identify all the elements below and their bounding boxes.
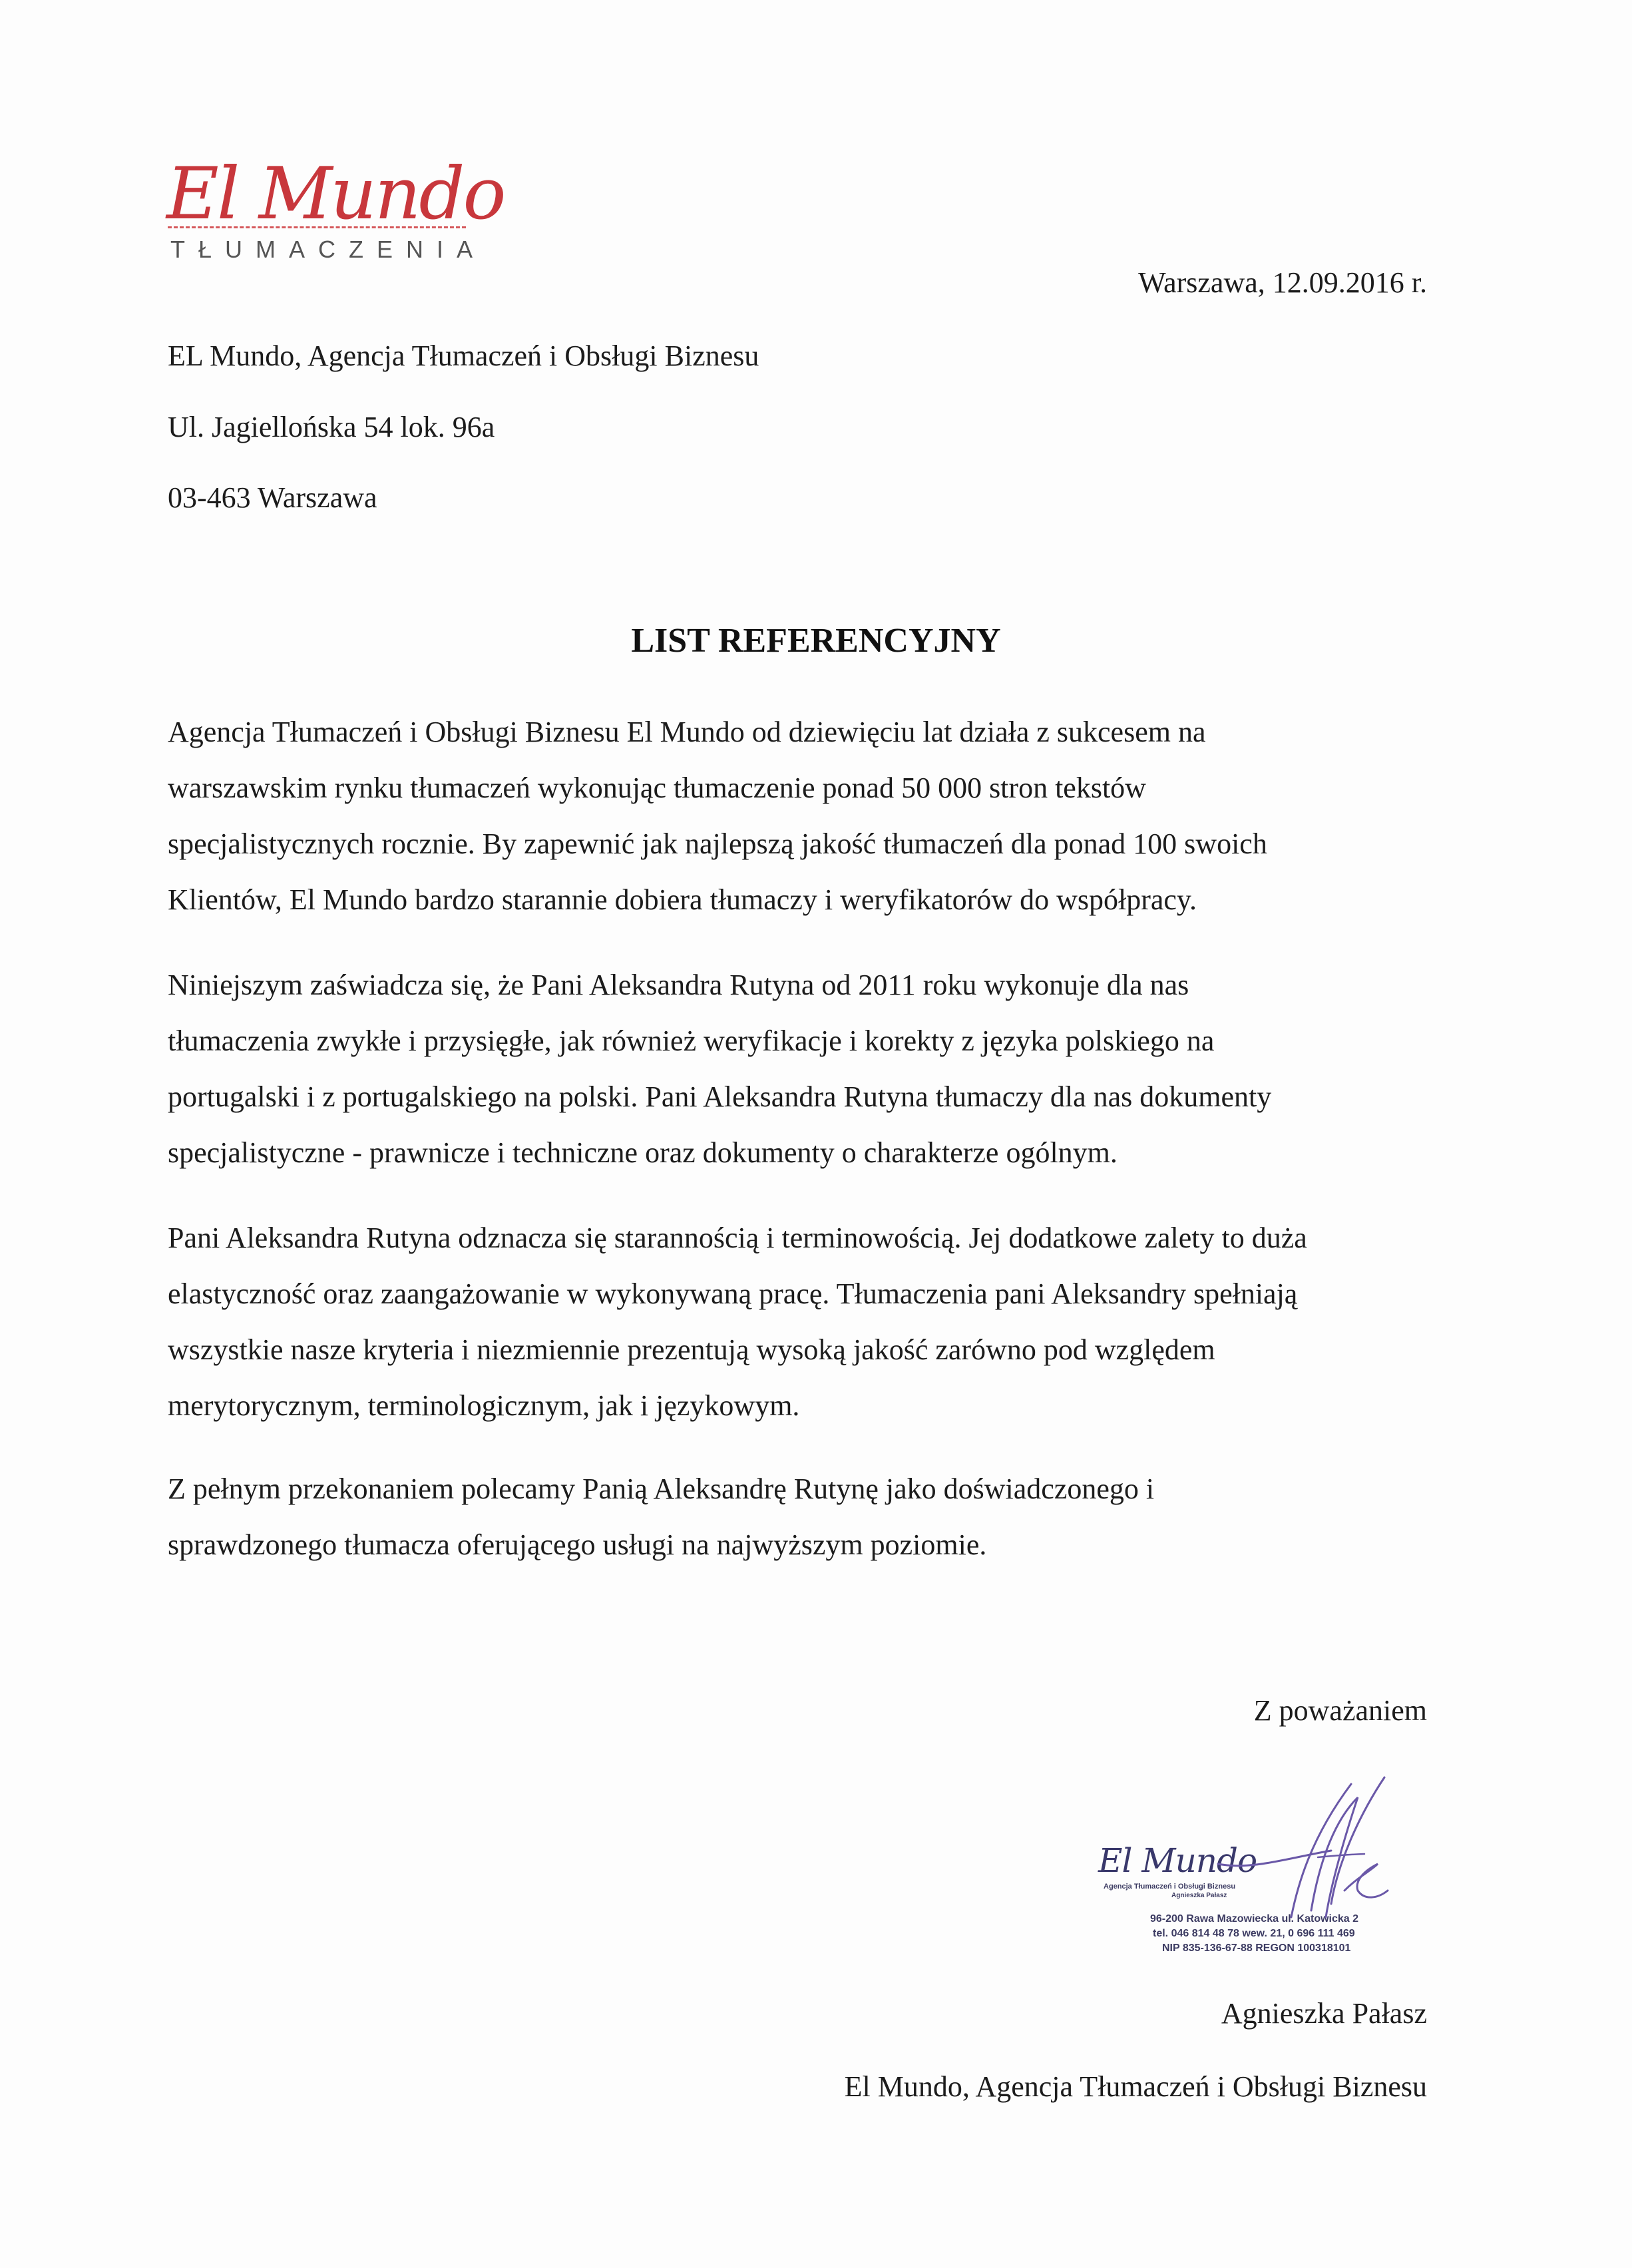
closing-salutation: Z poważaniem xyxy=(1253,1694,1427,1727)
logo-subtitle: TŁUMACZENIA xyxy=(170,236,487,263)
paragraph-line: warszawskim rynku tłumaczeń wykonując tłumaczenie ponad 50 000 stron tekstów xyxy=(168,772,1146,804)
logo-name: El Mundo xyxy=(166,152,505,236)
paragraph-line: merytorycznym, terminologicznym, jak i językowym. xyxy=(168,1389,800,1422)
handwritten-signature xyxy=(1092,1757,1464,1970)
paragraph-line: specjalistyczne - prawnicze i techniczne oraz dokumenty o charakterze ogólnym. xyxy=(168,1136,1118,1169)
paragraph-line: specjalistycznych rocznie. By zapewnić jak najlepszą jakość tłumaczeń dla ponad 100 swoich xyxy=(168,827,1267,860)
paragraph-line: Agencja Tłumaczeń i Obsługi Biznesu El Mundo od dziewięciu lat działa z sukcesem na xyxy=(168,716,1206,748)
paragraph xyxy=(168,1210,1432,1434)
address-street: Ul. Jagiellońska 54 lok. 96a xyxy=(168,411,495,443)
stamp-ids: NIP 835-136-67-88 REGON 100318101 xyxy=(1162,1942,1351,1954)
company-logo xyxy=(165,152,505,268)
signer-name: Agnieszka Pałasz xyxy=(1221,1997,1427,2030)
paragraph-line: wszystkie nasze kryteria i niezmiennie prezentują wysoką jakość zarówno pod względem xyxy=(168,1333,1215,1366)
address-company: EL Mundo, Agencja Tłumaczeń i Obsługi Biznesu xyxy=(168,340,759,372)
paragraph xyxy=(168,1461,1432,1573)
paragraph xyxy=(168,704,1432,928)
paragraph-line: sprawdzonego tłumacza oferującego usługi na najwyższym poziomie. xyxy=(168,1528,987,1561)
stamp-line: Agnieszka Pałasz xyxy=(1171,1892,1227,1899)
company-stamp xyxy=(1092,1757,1464,1970)
signer-company: El Mundo, Agencja Tłumaczeń i Obsługi Biznesu xyxy=(844,2070,1427,2103)
paragraph-line: Z pełnym przekonaniem polecamy Panią Aleksandrę Rutynę jako doświadczonego i xyxy=(168,1473,1155,1505)
paragraph-line: tłumaczenia zwykłe i przysięgłe, jak również weryfikacje i korekty z języka polskiego na xyxy=(168,1024,1215,1057)
stamp-address: 96-200 Rawa Mazowiecka ul. Katowicka 2 xyxy=(1150,1913,1359,1925)
letter-date: Warszawa, 12.09.2016 r. xyxy=(1138,266,1427,299)
stamp-name: El Mundo xyxy=(1098,1841,1257,1880)
paragraph-line: elastyczność oraz zaangażowanie w wykonywaną pracę. Tłumaczenia pani Aleksandry spełniają xyxy=(168,1277,1298,1310)
paragraph xyxy=(168,957,1432,1181)
paragraph-line: Pani Aleksandra Rutyna odznacza się starannością i terminowością. Jej dodatkowe zalety to duża xyxy=(168,1222,1307,1254)
stamp-phone: tel. 046 814 48 78 wew. 21, 0 696 111 469 xyxy=(1153,1928,1355,1939)
address-city: 03-463 Warszawa xyxy=(168,481,377,514)
logo-dotted-rule xyxy=(168,226,466,228)
paragraph-line: Niniejszym zaświadcza się, że Pani Aleksandra Rutyna od 2011 roku wykonuje dla nas xyxy=(168,969,1189,1001)
stamp-line: Agencja Tłumaczeń i Obsługi Biznesu xyxy=(1104,1883,1236,1891)
document-title: LIST REFERENCYJNY xyxy=(631,622,1001,660)
paragraph-line: portugalski i z portugalskiego na polski. Pani Aleksandra Rutyna tłumaczy dla nas dokumenty xyxy=(168,1080,1272,1113)
paragraph-line: Klientów, El Mundo bardzo starannie dobiera tłumaczy i weryfikatorów do współpracy. xyxy=(168,883,1197,916)
